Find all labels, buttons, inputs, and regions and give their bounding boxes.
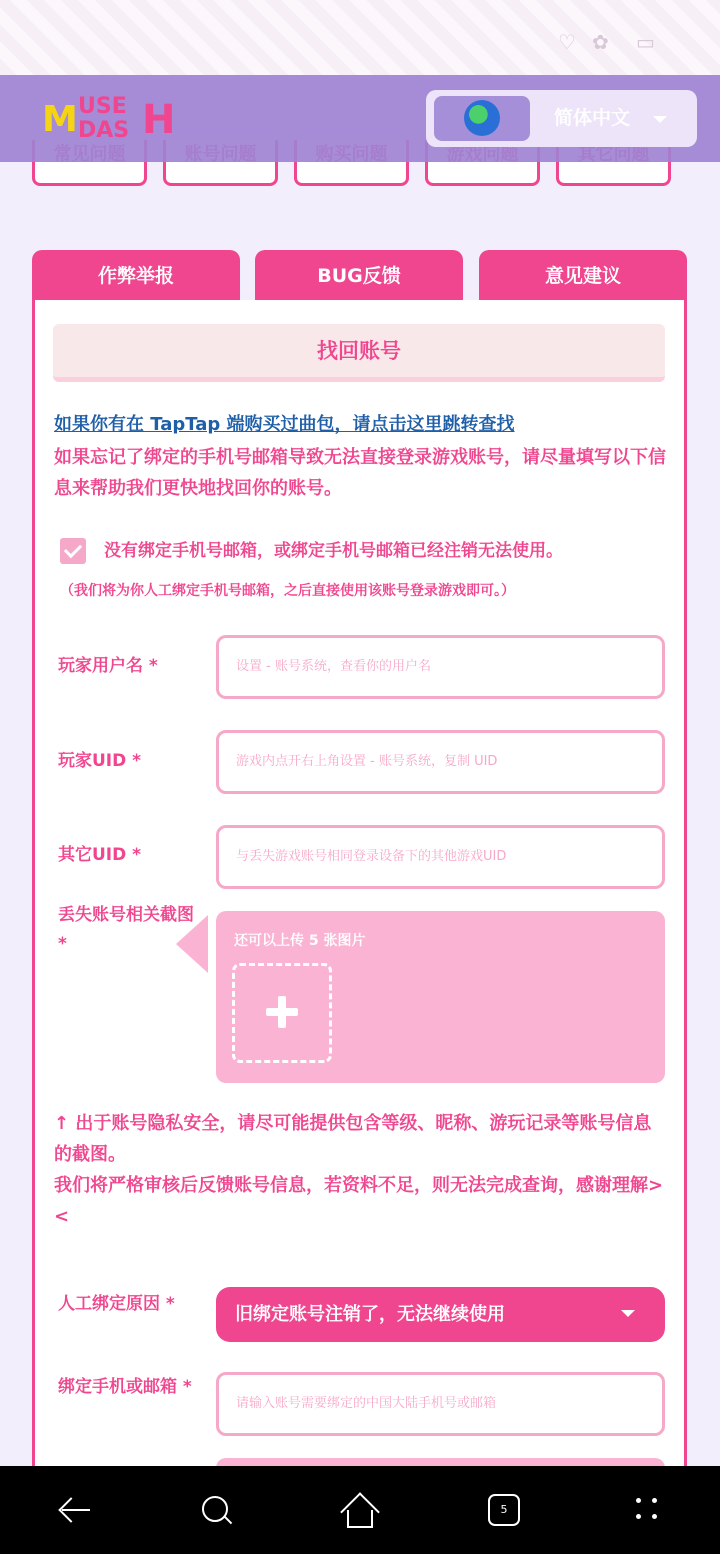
logo-dash: DAS [78,118,130,143]
top-decoration-strip [0,0,720,75]
taptap-link[interactable]: 如果你有在 TapTap 端购买过曲包，请点击这里跳转查找 [54,414,515,435]
privacy-warning-line-2: 我们将严格审核后反馈账号信息，若资料不足，则无法完成查询，感谢理解>< [54,1175,664,1227]
privacy-warning [54,1108,666,1232]
plus-icon [266,996,298,1028]
top-navbar [0,75,720,162]
uid-label: 玩家UID * [58,751,142,771]
bind-contact-label: 绑定手机或邮箱 * [58,1377,192,1397]
section-title: 找回账号 [53,324,665,382]
tooth-icon: ♡ [558,30,576,54]
username-label: 玩家用户名 * [58,656,158,676]
no-binding-checkbox[interactable] [60,538,86,564]
capsule-icon: ▭ [636,30,655,54]
tabs-icon[interactable]: 5 [488,1494,520,1526]
globe-icon [464,100,500,136]
uid-input[interactable]: 游戏内点开右上角设置 - 账号系统，复制 UID [216,730,665,794]
back-icon[interactable] [50,1488,94,1532]
globe-icon-box [434,96,530,141]
tab-bug-feedback[interactable]: BUG反馈 [255,250,463,305]
other-uid-label: 其它UID * [58,845,142,865]
language-selector[interactable] [426,90,697,147]
character-icon: ✿ [592,30,609,54]
feedback-tabs [32,250,687,305]
tab-suggestions[interactable]: 意见建议 [479,250,687,305]
privacy-warning-line-1: ↑ 出于账号隐私安全，请尽可能提供包含等级、昵称、游玩记录等账号信息的截图。 [54,1113,652,1165]
more-icon[interactable] [626,1488,670,1532]
language-label: 简体中文 [553,107,630,129]
search-icon[interactable] [194,1488,238,1532]
upload-pointer [176,915,208,973]
no-binding-option[interactable] [60,538,680,566]
screenshot-label: 丢失账号相关截图 * [58,905,194,954]
muse-dash-logo[interactable] [42,91,176,149]
tab-cheat-report[interactable]: 作弊举报 [32,250,240,305]
logo-use: USE [78,94,127,119]
username-input[interactable]: 设置 - 账号系统，查看你的用户名 [216,635,665,699]
logo-m: M [42,99,76,140]
bind-contact-input[interactable]: 请输入账号需要绑定的中国大陆手机号或邮箱 [216,1372,665,1436]
logo-h: H [142,97,176,143]
home-icon[interactable] [338,1488,382,1532]
checkbox-note: （我们将为你人工绑定手机号邮箱，之后直接使用该账号登录游戏即可。） [60,583,515,599]
bind-reason-label: 人工绑定原因 * [58,1294,175,1314]
upload-caption: 还可以上传 5 张图片 [234,933,366,949]
chevron-down-icon [653,116,667,123]
intro-text: 如果忘记了绑定的手机号邮箱导致无法直接登录游戏账号，请尽量填写以下信息来帮助我们更快地找回你的账号。 [54,447,666,499]
bind-reason-select[interactable]: 旧绑定账号注销了，无法继续使用 [216,1287,665,1342]
other-uid-input[interactable]: 与丢失游戏账号相同登录设备下的其他游戏UID [216,825,665,889]
system-nav-bar [0,1466,720,1554]
chevron-down-icon [621,1310,635,1317]
no-binding-label: 没有绑定手机号邮箱，或绑定手机号邮箱已经注销无法使用。 [104,541,563,561]
